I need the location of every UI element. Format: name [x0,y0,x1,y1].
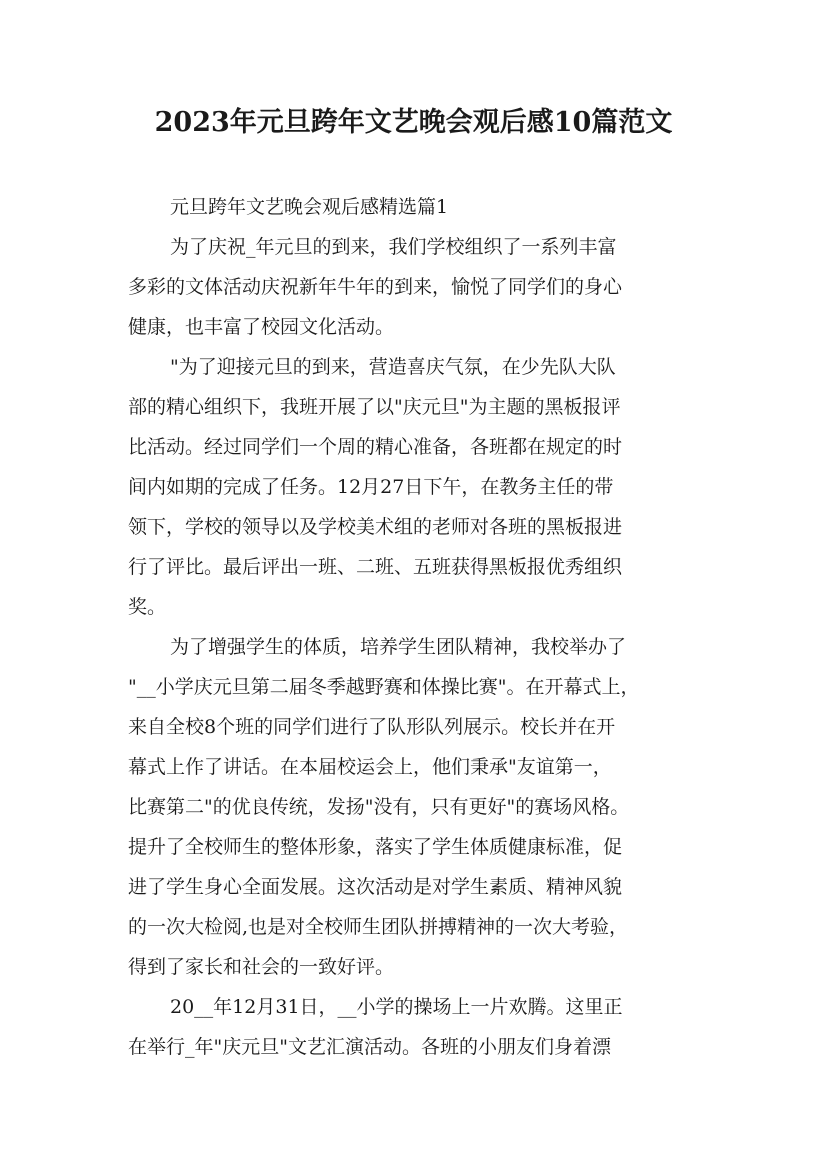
paragraph-line: 比活动。经过同学们一个周的精心准备，各班都在规定的时 [128,436,623,458]
paragraph-line: "为了迎接元旦的到来，营造喜庆气氛，在少先队大队 [170,356,616,378]
document-title: 2023年元旦跨年文艺晚会观后感10篇范文 [154,107,673,138]
paragraph-line: "__小学庆元旦第二届冬季越野赛和体操比赛"。在开幕式上， [128,676,640,698]
paragraph-line: 提升了全校师生的整体形象，落实了学生体质健康标准，促 [128,836,623,858]
paragraph-line: 间内如期的完成了任务。12月27日下午，在教务主任的带 [128,476,614,498]
paragraph-line: 健康，也丰富了校园文化活动。 [128,316,395,338]
paragraph-line: 领下，学校的领导以及学校美术组的老师对各班的黑板报进 [128,516,623,538]
document-body [128,187,708,1067]
paragraph-line: 多彩的文体活动庆祝新年牛年的到来，愉悦了同学们的身心 [128,276,623,298]
section-heading: 元旦跨年文艺晚会观后感精选篇1 [170,196,449,218]
paragraph-line: 幕式上作了讲话。在本届校运会上，他们秉承"友谊第一， [128,756,612,778]
paragraph-line: 进了学生身心全面发展。这次活动是对学生素质、精神风貌 [128,876,623,898]
paragraph-line: 奖。 [128,596,167,618]
paragraph-line: 为了庆祝_年元旦的到来，我们学校组织了一系列丰富 [170,236,617,258]
paragraph-line: 的一次大检阅,也是对全校师生团队拼搏精神的一次大考验， [128,916,629,938]
paragraph-line: 来自全校8个班的同学们进行了队形队列展示。校长并在开 [128,716,616,738]
paragraph-line: 比赛第二"的优良传统，发扬"没有，只有更好"的赛场风格。 [128,796,630,818]
paragraph-line: 行了评比。最后评出一班、二班、五班获得黑板报优秀组织 [128,556,623,578]
paragraph-line: 20__年12月31日，__小学的操场上一片欢腾。这里正 [170,996,623,1018]
paragraph-line: 得到了家长和社会的一致好评。 [128,956,395,978]
paragraph-line: 部的精心组织下，我班开展了以"庆元旦"为主题的黑板报评 [128,396,621,418]
paragraph-line: 在举行_年"庆元旦"文艺汇演活动。各班的小朋友们身着漂 [128,1036,611,1058]
paragraph-line: 为了增强学生的体质，培养学生团队精神，我校举办了 [170,636,627,658]
